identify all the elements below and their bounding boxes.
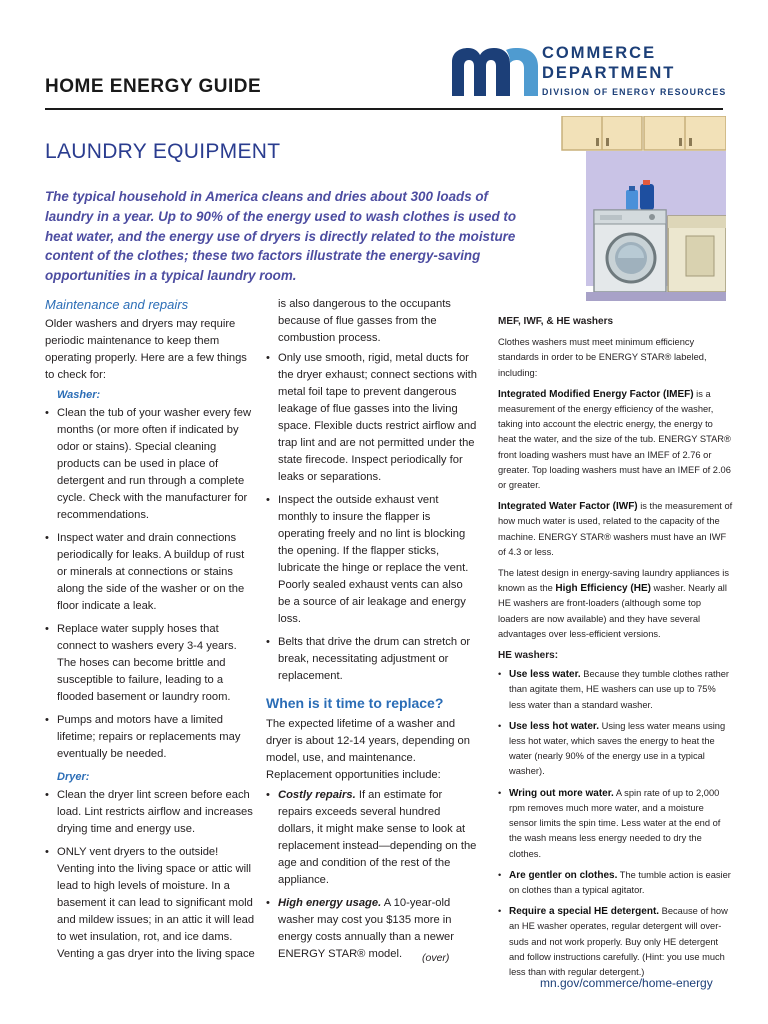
list-item: • Inspect the outside exhaust vent monthly to insure the flapper is operating freely and no lint is blocking the opening. If the flapper sticks, lubricate the hinge or replace the vent. Poorly sealed exhaust vents can also be a source of air leakage and energy loss. bbox=[266, 492, 478, 628]
list-item bbox=[498, 786, 733, 862]
list-item: • Only use smooth, rigid, metal ducts for the dryer exhaust; connect sections with metal foil tape to prevent dangerous leakage of flue gasses into the living space. Flexible ducts restrict airflow and trap lint and are not permitted under the state firecode. Inspect periodically for leaks or separations. bbox=[266, 350, 478, 486]
logo-department-text: DEPARTMENT bbox=[542, 64, 676, 82]
item-lead: Use less water. bbox=[509, 669, 581, 681]
mef-intro: Clothes washers must meet minimum efficiency standards in order to be ENERGY STAR® labeled, including: bbox=[498, 337, 707, 378]
washer-illustration bbox=[556, 116, 726, 301]
list-item: • Pumps and motors have a limited lifetime; repairs or replacements may eventually be needed. bbox=[45, 712, 255, 763]
item-text: A 10-year-old washer may cost you $135 more in energy costs annually than a newer ENERGY STAR® model. bbox=[278, 897, 455, 960]
imef-term: Integrated Modified Energy Factor (IMEF) bbox=[498, 388, 694, 400]
item-text: Using less water means using less hot water, which saves the energy to heat the water (nearly 90% of the energy use in a typical washer). bbox=[509, 720, 726, 777]
replace-list bbox=[266, 787, 478, 963]
guide-title: HOME ENERGY GUIDE bbox=[45, 76, 262, 97]
intro-paragraph: The typical household in America cleans and dries about 300 loads of laundry in a year. Up to 90% of the energy used to wash clothes is used to heat water, and the energy use of dryers is directly related to the moisture content of the clothes; these two factors illustrate the energy-saving opportunities in a typical laundry room. bbox=[45, 189, 517, 284]
column-dryer-and-replace bbox=[266, 296, 478, 969]
replace-heading: When is it time to replace? bbox=[266, 695, 444, 711]
iwf-term: Integrated Water Factor (IWF) bbox=[498, 501, 638, 513]
column-maintenance bbox=[45, 296, 255, 969]
washer-list bbox=[45, 405, 255, 763]
item-text: Because of how an HE washer operates, regular detergent will over-suds and not work properly. Buy only HE detergent and follow instructions carefully. (Hint: you use much less than with regular detergent.) bbox=[509, 906, 728, 977]
page-title: LAUNDRY EQUIPMENT bbox=[45, 140, 281, 163]
item-lead: High energy usage. bbox=[278, 897, 382, 909]
item-lead: Wring out more water. bbox=[509, 787, 614, 799]
he-pre: The latest design in energy-saving laundry appliances is known as the bbox=[498, 568, 730, 594]
list-item bbox=[498, 719, 733, 780]
he-term: High Efficiency (HE) bbox=[555, 583, 651, 595]
list-item bbox=[266, 787, 478, 889]
item-text: The tumble action is easier on clothes than a typical agitator. bbox=[509, 869, 731, 895]
item-lead: Use less hot water. bbox=[509, 720, 600, 732]
item-lead: Are gentler on clothes. bbox=[509, 869, 618, 881]
imef-paragraph bbox=[498, 387, 733, 493]
mn-logo-mark-icon bbox=[450, 44, 540, 104]
item-text: Because they tumble clothes rather than agitate them, HE washers can use up to 75% less water than a standard washer. bbox=[509, 669, 730, 710]
list-item bbox=[498, 868, 733, 898]
maintenance-heading: Maintenance and repairs bbox=[45, 297, 189, 312]
list-item: • Replace water supply hoses that connect to washers every 3-4 years. The hoses can become brittle and susceptible to failure, leading to a flooded basement or laundry room. bbox=[45, 621, 255, 706]
maintenance-intro: Older washers and dryers may require periodic maintenance to keep them operating properly. Here are a few things to check for: bbox=[45, 318, 247, 381]
commerce-logo bbox=[450, 44, 730, 104]
dryer-continued-text: is also dangerous to the occupants because of flue gasses from the combustion process. bbox=[278, 298, 451, 344]
list-item: • ONLY vent dryers to the outside! Venting into the living space or attic will lead to high levels of moisture. In a basement it can lead to significant mold and mildew issues; in an attic it will lead to wet insulation, rot, and ice dams. Venting a gas dryer into the living space bbox=[45, 844, 255, 963]
he-paragraph bbox=[498, 566, 733, 642]
iwf-text: is the measurement of how much water is used, related to the capacity of the machine. ENERGY STAR® washers must have an IWF of 4.3 or less. bbox=[498, 501, 733, 557]
logo-division-text: DIVISION OF ENERGY RESOURCES bbox=[542, 87, 727, 97]
over-note: (over) bbox=[422, 952, 450, 964]
list-item: • Clean the dryer lint screen before each load. Lint restricts airflow and increases drying time and energy use. bbox=[45, 787, 255, 838]
header-rule bbox=[45, 108, 723, 110]
footer-url-link[interactable]: mn.gov/commerce/home-energy bbox=[540, 976, 713, 990]
list-item: • Inspect water and drain connections periodically for leaks. A buildup of rust or minerals at connections or stains along the side of the washer or on the floor indicate a leak. bbox=[45, 530, 255, 615]
washer-subheading: Washer: bbox=[57, 389, 101, 401]
list-item: • Clean the tub of your washer every few months (or more often if indicated by odor or stains). Special cleaning products can be used in place of detergent and run through a complete cycle. Check with the manufacturer for recommendations. bbox=[45, 405, 255, 524]
dryer-list-continued bbox=[266, 350, 478, 685]
list-item bbox=[498, 667, 733, 713]
he-washers-label: HE washers: bbox=[498, 650, 559, 662]
list-item bbox=[498, 904, 733, 980]
iwf-paragraph bbox=[498, 499, 733, 560]
he-post: washer. Nearly all HE washers are front-loaders (although some top loaders are now available) and they have several advantages over less-efficient versions. bbox=[498, 583, 727, 639]
column-he-washers bbox=[498, 314, 733, 986]
item-text: A spin rate of up to 2,000 rpm removes much more water, and a moisture sensor limits the spin time. Less water at the end of the wash means less energy needed to dry the clothes. bbox=[509, 787, 721, 859]
mef-heading: MEF, IWF, & HE washers bbox=[498, 316, 614, 327]
dryer-list bbox=[45, 787, 255, 963]
imef-text: is a measurement of the energy efficiency of the washer, taking into account the electric energy, the energy to heat the water, and the size of the tub. ENERGY STAR® front loading washers must have an IMEF of 2.76 or greater. Top loading washers must have an IMEF of 2.06 or greater. bbox=[498, 388, 731, 491]
item-text: If an estimate for repairs exceeds several hundred dollars, it might make sense to look at replacement instead—depending on the age and condition of the rest of the appliance. bbox=[278, 789, 477, 886]
list-item: • Belts that drive the drum can stretch or break, necessitating adjustment or replacement. bbox=[266, 634, 478, 685]
item-lead: Require a special HE detergent. bbox=[509, 906, 660, 918]
dryer-subheading: Dryer: bbox=[57, 771, 90, 783]
he-list bbox=[498, 667, 733, 980]
replace-intro: The expected lifetime of a washer and dryer is about 12-14 years, depending on model, use, and maintenance. Replacement opportunities include: bbox=[266, 718, 470, 781]
logo-commerce-text: COMMERCE bbox=[542, 44, 657, 62]
item-lead: Costly repairs. bbox=[278, 789, 356, 801]
